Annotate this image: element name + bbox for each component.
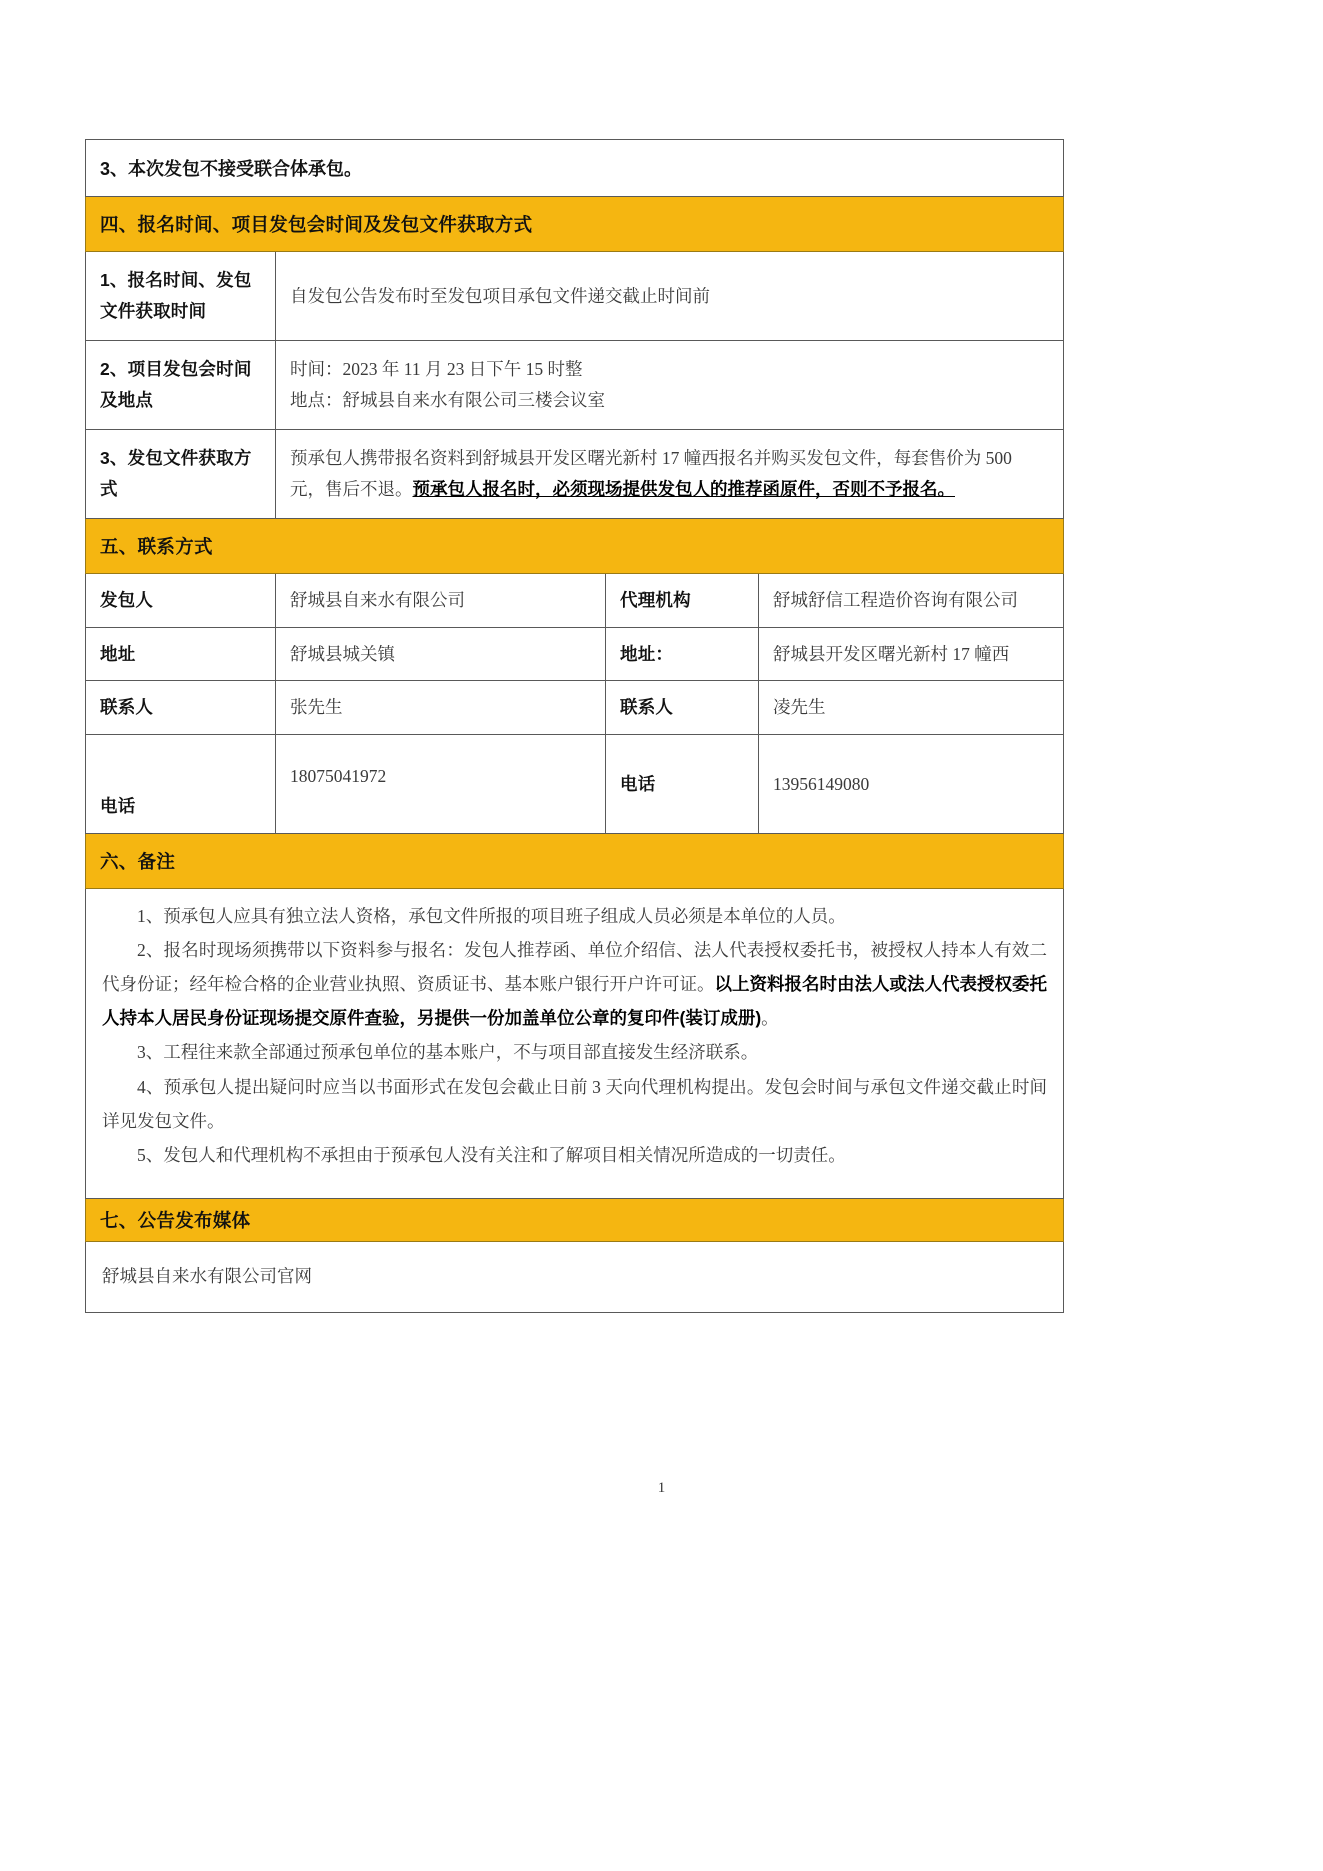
table-row bbox=[86, 140, 1064, 197]
remark-item-1: 1、预承包人应具有独立法人资格，承包文件所报的项目班子组成人员必须是本单位的人员。 bbox=[137, 905, 846, 926]
section-4-header-row bbox=[86, 197, 1064, 252]
contact-row-3-right-value-cell bbox=[759, 681, 1064, 735]
agency-label: 代理机构 bbox=[620, 590, 691, 610]
employer-label: 发包人 bbox=[100, 590, 154, 610]
agency-phone-value: 13956149080 bbox=[773, 773, 870, 794]
contact-row-3-right-label-cell bbox=[606, 681, 759, 735]
section-4-row-2-label: 2、项目发包会时间及地点 bbox=[100, 359, 252, 410]
section-4-row-1-value-cell bbox=[276, 252, 1064, 341]
section-4-heading: 四、报名时间、项目发包会时间及发包文件获取方式 bbox=[100, 214, 533, 235]
contact-row-2-right-label-cell bbox=[606, 627, 759, 681]
section-4-row-3-label: 3、发包文件获取方式 bbox=[100, 448, 252, 499]
contact-row-2-right-value-cell bbox=[759, 627, 1064, 681]
section-5-header-cell bbox=[86, 519, 1064, 574]
table-row bbox=[86, 888, 1064, 1198]
remarks-cell bbox=[86, 888, 1064, 1198]
contact-row-1-left-value-cell bbox=[276, 574, 606, 628]
remark-item-2-bold: 以上资料报名时由法人或法人代表授权委托人持本人居民身份证现场提交原件查验，另提供一份加盖单位公章的复印件(装订成册) bbox=[102, 974, 1048, 1029]
section-4-row-1-value: 自发包公告发布时至发包项目承包文件递交截止时间前 bbox=[290, 285, 710, 306]
remark-item-4: 4、预承包人提出疑问时应当以书面形式在发包会截止日前 3 天向代理机构提出。发包会时间与承包文件递交截止时间详见发包文件。 bbox=[102, 1076, 1048, 1131]
section-4-header-cell bbox=[86, 197, 1064, 252]
recommendation-letter-requirement: 预承包人报名时，必须现场提供发包人的推荐函原件，否则不予报名。 bbox=[412, 479, 955, 499]
top-note-cell bbox=[86, 140, 1064, 197]
table-row bbox=[86, 1241, 1064, 1312]
section-6-header-row bbox=[86, 833, 1064, 888]
remark-item-2-normal: 2、报名时现场须携带以下资料参与报名：发包人推荐函、单位介绍信、法人代表授权委托书，被授权人持本人有效二代身份证；经年检合格的企业营业执照、资质证书、基本账户银行开户许可证。 bbox=[102, 940, 1048, 995]
section-7-heading: 七、公告发布媒体 bbox=[100, 1209, 251, 1231]
section-5-heading: 五、联系方式 bbox=[100, 536, 213, 557]
contact-row-1-right-value-cell bbox=[759, 574, 1064, 628]
page-number: 1 bbox=[657, 1480, 666, 1496]
meeting-place-line: 地点：舒城县自来水有限公司三楼会议室 bbox=[290, 390, 605, 410]
agency-value: 舒城舒信工程造价咨询有限公司 bbox=[773, 590, 1018, 610]
table-row bbox=[86, 574, 1064, 628]
contact-row-2-left-value-cell bbox=[276, 627, 606, 681]
agency-address-value: 舒城县开发区曙光新村 17 幢西 bbox=[773, 643, 1010, 664]
section-7-header-row bbox=[86, 1198, 1064, 1241]
section-5-header-row bbox=[86, 519, 1064, 574]
employer-contact-label: 联系人 bbox=[100, 697, 154, 718]
remark-item-5: 5、发包人和代理机构不承担由于预承包人没有关注和了解项目相关情况所造成的一切责任。 bbox=[137, 1144, 846, 1165]
contact-row-4-left-label-cell bbox=[86, 734, 276, 833]
section-6-header-cell bbox=[86, 833, 1064, 888]
table-row bbox=[86, 252, 1064, 341]
media-cell bbox=[86, 1241, 1064, 1312]
agency-contact-label: 联系人 bbox=[620, 697, 674, 718]
employer-contact-value: 张先生 bbox=[290, 697, 343, 718]
contact-row-2-left-label-cell bbox=[86, 627, 276, 681]
section-4-row-1-label-cell bbox=[86, 252, 276, 341]
employer-value: 舒城县自来水有限公司 bbox=[290, 590, 465, 610]
table-row bbox=[86, 627, 1064, 681]
section-4-row-2-value-cell bbox=[276, 341, 1064, 430]
section-4-row-2-label-cell bbox=[86, 341, 276, 430]
top-note-text: 3、本次发包不接受联合体承包。 bbox=[100, 159, 363, 179]
section-4-row-3-label-cell bbox=[86, 430, 276, 519]
table-row bbox=[86, 341, 1064, 430]
table-row bbox=[86, 430, 1064, 519]
contact-row-1-right-label-cell bbox=[606, 574, 759, 628]
table-row bbox=[86, 734, 1064, 833]
section-4-row-1-label: 1、报名时间、发包文件获取时间 bbox=[100, 270, 252, 321]
contact-row-1-left-label-cell bbox=[86, 574, 276, 628]
agency-contact-value: 凌先生 bbox=[773, 697, 826, 718]
table-row bbox=[86, 681, 1064, 735]
contact-row-3-left-label-cell bbox=[86, 681, 276, 735]
employer-address-label: 地址 bbox=[100, 643, 136, 664]
media-value: 舒城县自来水有限公司官网 bbox=[102, 1265, 312, 1286]
remark-item-2-tail: 。 bbox=[761, 1008, 779, 1029]
section-4-row-3-value-cell bbox=[276, 430, 1064, 519]
document-purchase-text: 预承包人携带报名资料到舒城县开发区曙光新村 17 幢西报名并购买发包文件，每套售价为 500 元，售后不退。 bbox=[290, 448, 1012, 499]
agency-address-label: 地址： bbox=[620, 643, 674, 664]
agency-phone-label: 电话 bbox=[620, 773, 656, 794]
contact-row-4-right-label-cell bbox=[606, 734, 759, 833]
employer-phone-label: 电话 bbox=[100, 796, 136, 817]
contact-row-3-left-value-cell bbox=[276, 681, 606, 735]
employer-phone-value: 18075041972 bbox=[290, 765, 387, 786]
remark-item-2 bbox=[102, 933, 1047, 1035]
section-7-header-cell bbox=[86, 1198, 1064, 1241]
announcement-table bbox=[85, 139, 1064, 1313]
section-4-row-2-value bbox=[276, 343, 1063, 426]
meeting-time-line: 时间：2023 年 11 月 23 日下午 15 时整 bbox=[290, 359, 583, 380]
remark-item-3: 3、工程往来款全部通过预承包单位的基本账户，不与项目部直接发生经济联系。 bbox=[137, 1042, 759, 1063]
employer-address-value: 舒城县城关镇 bbox=[290, 643, 395, 664]
contact-row-4-right-value-cell bbox=[759, 734, 1064, 833]
contact-row-4-left-value-cell bbox=[276, 734, 606, 833]
section-4-row-3-value bbox=[276, 432, 1063, 515]
section-6-heading: 六、备注 bbox=[100, 850, 176, 872]
remarks-list bbox=[86, 889, 1063, 1198]
